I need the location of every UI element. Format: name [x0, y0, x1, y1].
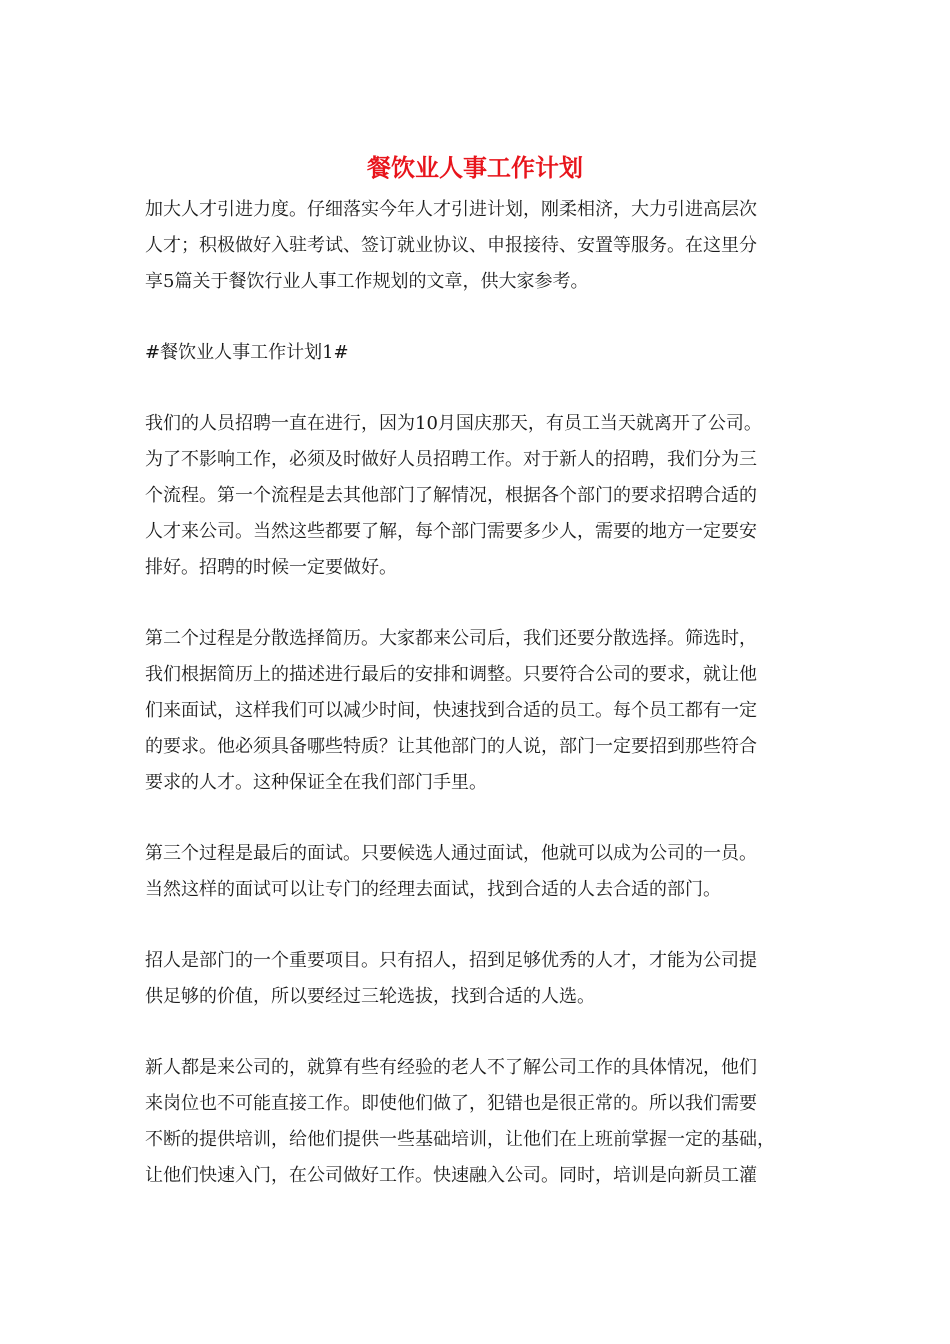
paragraph-training: 新人都是来公司的，就算有些有经验的老人不了解公司工作的具体情况，他们 来岗位也不可能直接工作。即使他们做了，犯错也是很正常的。所以我们需要 不断的提供培训，给他们提供一些基础培训，让他们在上班前掌握一定的基础， 让他们快速入门，在公司做好工作。快速融入公司。同时，培训是向新员工灌 — [145, 1057, 775, 1186]
paragraph-intro: 加大人才引进力度。仔细落实今年人才引进计划，刚柔相济，大力引进高层次 人才；积极做好入驻考试、签订就业协议、申报接待、安置等服务。在这里分 享5篇关于餐饮行业人事工作规划的文章，供大家参考。 — [145, 199, 757, 292]
paragraph-gap — [145, 801, 805, 836]
paragraph-gap — [145, 908, 805, 943]
paragraph-resume-screening: 第二个过程是分散选择简历。大家都来公司后，我们还要分散选择。筛选时， 我们根据简历上的描述进行最后的安排和调整。只要符合公司的要求，就让他 们来面试，这样我们可以减少时间，快速找到合适的员工。每个员工都有一定 的要求。他必须具备哪些特质？让其他部门的人说，部门一定要招到那些符合 要求的人才。这种保证全在我们部门手里。 — [145, 628, 757, 793]
paragraph-final-interview: 第三个过程是最后的面试。只要候选人通过面试，他就可以成为公司的一员。 当然这样的面试可以让专门的经理去面试，找到合适的人去合适的部门。 — [145, 843, 757, 900]
paragraph-hiring-importance: 招人是部门的一个重要项目。只有招人，招到足够优秀的人才，才能为公司提 供足够的价值，所以要经过三轮选拔，找到合适的人选。 — [145, 950, 757, 1007]
document-title: 餐饮业人事工作计划 — [367, 153, 583, 182]
paragraph-gap — [145, 586, 805, 621]
paragraph-gap — [145, 300, 805, 335]
paragraph-gap — [145, 1015, 805, 1050]
paragraph-recruitment: 我们的人员招聘一直在进行，因为10月国庆那天，有员工当天就离开了公司。 为了不影响工作，必须及时做好人员招聘工作。对于新人的招聘，我们分为三 个流程。第一个流程是去其他部门了解情况，根据各个部门的要求招聘合适的 人才来公司。当然这些都要了解，每个部门需要多少人，需要的地方一定要安 排好。招聘的时候一定要做好。 — [145, 413, 762, 578]
paragraph-gap — [145, 371, 805, 406]
document-body — [145, 192, 805, 1194]
section-heading: #餐饮业人事工作计划1# — [145, 342, 349, 363]
